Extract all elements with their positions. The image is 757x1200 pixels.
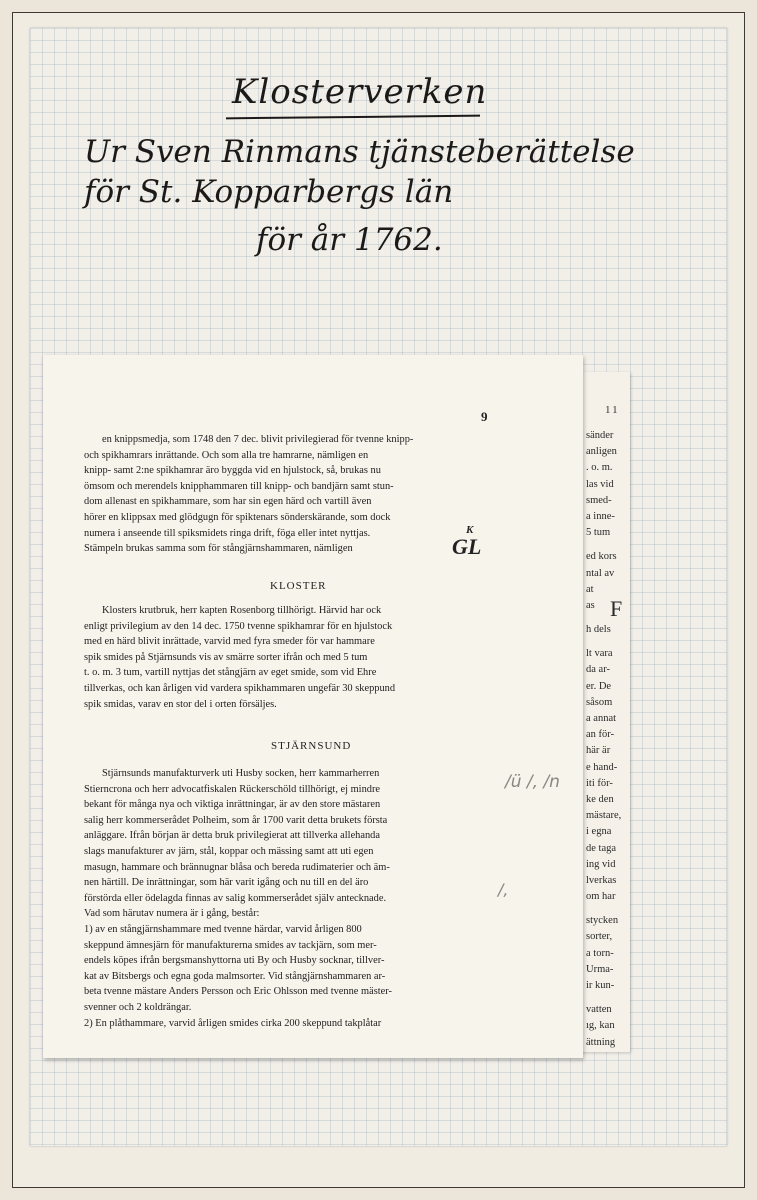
- handwritten-line-3: för år 1762.: [256, 222, 443, 258]
- heading-kloster: KLOSTER: [270, 580, 327, 592]
- back-text-fragment: mästare,: [586, 810, 622, 822]
- back-gap: [586, 905, 630, 913]
- heading-stjarnsund: STJÄRNSUND: [271, 740, 352, 752]
- back-text-fragment: a torn-: [586, 947, 614, 959]
- text-line: knipp- samt 2:ne spikhamrar äro byggda vid en hjulstock, så, brukas nu: [84, 465, 381, 477]
- back-text-fragment: las vid: [586, 478, 614, 490]
- back-text-fragment: ke den: [586, 793, 614, 805]
- text-line: svenner och 2 koldrängar.: [84, 1001, 192, 1013]
- back-text-fragment: as: [586, 599, 595, 611]
- back-text-fragment: ir kun-: [586, 980, 615, 991]
- back-text-fragment: i egna: [586, 826, 612, 838]
- text-line: 1) av en stångjärnshammare med tvenne härdar, varvid årligen 800: [84, 923, 362, 935]
- pencil-note-1: /ü /, /n: [505, 772, 560, 792]
- text-line: ömsom och merendels knipphammaren till knipp- och bandjärn samt stun-: [84, 480, 394, 492]
- text-line: Stämpeln brukas samma som för stångjärnshammaren, nämligen: [84, 543, 353, 555]
- back-text-fragment: Urma-: [586, 963, 614, 975]
- page-number: 9: [481, 409, 488, 424]
- text-line: beta tvenne mästare Anders Persson och Eric Ohlsson med tvenne mäster-: [84, 986, 392, 998]
- text-line: endels köpes ifrån bergsmanshyttorna uti By och Husby socknar, tillver-: [84, 955, 385, 967]
- stamp-mark: [452, 524, 482, 560]
- back-text-fragment: e hand-: [586, 761, 618, 773]
- text-line: dom allenast en spikhammare, som har sin egen härd och vartill även: [84, 496, 372, 508]
- back-text-fragment: anligen: [586, 446, 617, 458]
- back-text-fragment: om har: [586, 891, 616, 903]
- text-line: hörer en klippsax med glödgugn för spiktenars sönderskärande, som dock: [84, 511, 391, 523]
- back-text-fragment: smed-: [586, 494, 612, 506]
- handwritten-line-2: för St. Kopparbergs län: [84, 174, 454, 210]
- back-text-fragment: a annat: [586, 713, 617, 724]
- back-text-fragment: lt vara: [586, 648, 613, 660]
- text-line: bekant för många nya och viktiga inrättningar, är av den store mästaren: [84, 799, 381, 811]
- back-text-fragment: vatten: [586, 1004, 612, 1016]
- text-line: masugn, hammare och brännugnar blåsa och bereda rudimaterier och äm-: [84, 861, 390, 873]
- back-text-fragment: de taga: [586, 842, 617, 854]
- text-line: Stjärnsunds manufakturverk uti Husby socken, herr kammarherren: [102, 768, 380, 779]
- text-line: tillverkas, och kan årligen vid vardera spikhammaren ungefär 30 skeppund: [84, 682, 396, 694]
- back-text-fragment: an för-: [586, 729, 615, 741]
- back-text-fragment: er. De: [586, 680, 612, 692]
- back-text-fragment: at: [586, 583, 594, 595]
- text-line: med en härd blivit inrättade, varvid med fyra smeder för var hammare: [84, 636, 375, 648]
- back-text-fragment: h dels: [586, 624, 611, 636]
- text-line: Stierncrona och herr advocatfiskalen Rückerschöld tillhörigt, ej mindre: [84, 783, 381, 795]
- back-text-fragment: 5 tum: [586, 527, 611, 539]
- text-line: Klosters krutbruk, herr kapten Rosenborg tillhörigt. Härvid har ock: [102, 605, 382, 616]
- back-gap: [586, 638, 630, 646]
- text-line: enligt privilegium av den 14 dec. 1750 tvenne spikhamrar för en hjulstock: [84, 620, 393, 632]
- back-text-fragment: iti för-: [586, 777, 613, 789]
- text-line: numera i anseende till spiksmidets ringa drift, föga eller intet nyttjas.: [84, 527, 371, 539]
- text-line: skeppund ämnesjärn för manufakturerna smides av tackjärn, som mer-: [84, 939, 377, 951]
- text-line: Vad som härutav numera är i gång, består:: [84, 908, 260, 920]
- text-line: slags manufakturer av järn, stål, koppar och mässing samt att uti egen: [84, 845, 374, 857]
- back-page-text-column: [586, 428, 630, 1051]
- text-line: kat av Bitsbergs och egna goda malmsorter. Vid stångjärnshammaren ar-: [84, 970, 386, 982]
- text-line: och spikhamrars inrättande. Och som alla tre hamrarne, nämligen en: [84, 449, 369, 461]
- paragraph-knippsmedja: [84, 432, 488, 557]
- back-text-fragment: lverkas: [586, 874, 617, 886]
- back-page-number: 11: [605, 404, 620, 416]
- paragraph-kloster: [84, 603, 488, 712]
- back-text-fragment: här är: [586, 745, 611, 757]
- handwritten-title: Klosterverken: [232, 72, 488, 112]
- back-text-fragment: sänder: [586, 430, 614, 441]
- text-line: spik smidas, varav en stor del i orten försäljes.: [84, 698, 277, 710]
- text-line: 2) En plåthammare, varvid årligen smides cirka 200 skeppund takplåtar: [84, 1017, 382, 1029]
- back-text-fragment: ıg, kan: [586, 1020, 615, 1032]
- back-gap: [586, 541, 630, 549]
- back-initial-letter: F: [610, 596, 623, 622]
- back-text-fragment: ntal av: [586, 567, 615, 579]
- back-gap: [586, 994, 630, 1002]
- back-text-fragment: sorter,: [586, 931, 613, 943]
- text-line: förstörda eller ödelagda finnas av salig kommerserådet själv antecknade.: [84, 892, 387, 904]
- back-text-fragment: ing vid: [586, 858, 616, 870]
- paragraph-stjarnsund: [84, 766, 488, 1031]
- stamp-superscript: K: [466, 524, 474, 536]
- back-text-fragment: såsom: [586, 696, 613, 708]
- text-line: spik smides på Stjärnsunds vis av smärre sorter ifrån och med 5 tum: [84, 651, 368, 663]
- back-text-fragment: stycken: [586, 915, 619, 927]
- text-line: salig herr kommerserådet Polheim, som år 1700 varit detta brukets första: [84, 814, 388, 826]
- pencil-note-2: /,: [498, 880, 509, 899]
- text-line: nen härtill. De inrättningar, som här varit igång och nu till en del äro: [84, 877, 369, 889]
- text-line: t. o. m. 3 tum, vartill nyttjas det stångjärn av eget smide, som vid Ehre: [84, 667, 377, 679]
- back-text-fragment: . o. m.: [586, 462, 613, 474]
- text-line: anläggare. Ifrån början är detta bruk privilegierat att tillverka allehanda: [84, 830, 380, 842]
- text-line: en knippsmedja, som 1748 den 7 dec. blivit privilegierad för tvenne knipp-: [102, 434, 414, 445]
- back-text-fragment: ed kors: [586, 551, 617, 563]
- stamp-main: GL: [452, 534, 482, 559]
- back-text-fragment: ättning: [586, 1036, 616, 1048]
- back-text-fragment: da ar-: [586, 664, 610, 676]
- handwritten-line-1: Ur Sven Rinmans tjänsteberättelse: [84, 134, 635, 170]
- back-text-fragment: a inne-: [586, 510, 615, 522]
